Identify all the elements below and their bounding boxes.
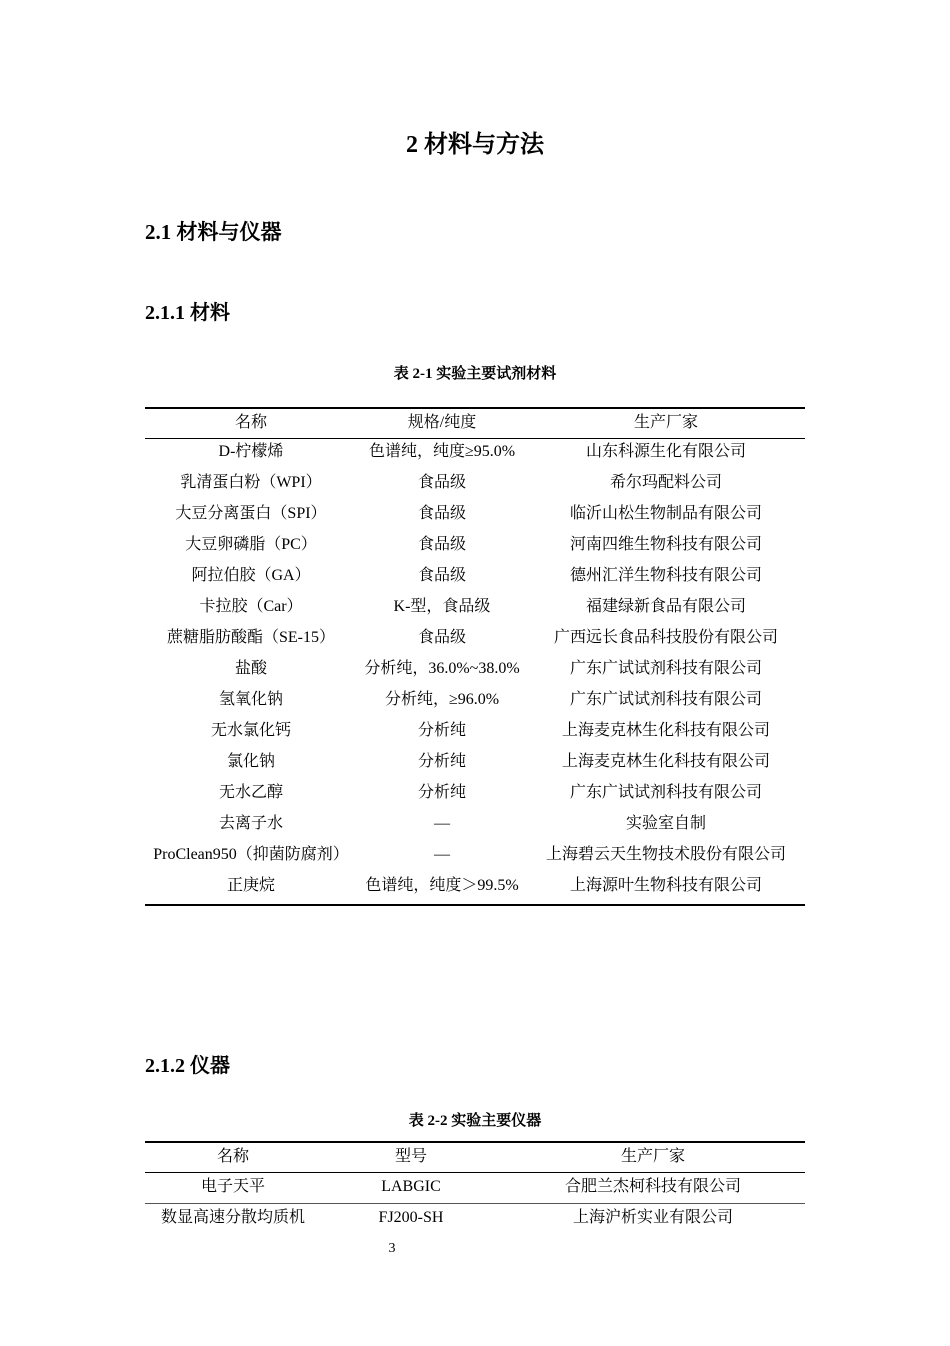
cell-manufacturer: 广东广试试剂科技有限公司 [569, 784, 762, 801]
cell-manufacturer: 山东科源生化有限公司 [585, 443, 746, 460]
cell-manufacturer: 上海麦克林生化科技有限公司 [561, 753, 770, 770]
instruments-table-body [145, 1173, 805, 1235]
cell-spec: 食品级 [417, 629, 466, 646]
cell-name: 氯化钠 [226, 753, 275, 770]
cell-name: 氢氧化钠 [218, 691, 283, 708]
cell-name: 无水氯化钙 [210, 722, 291, 739]
cell-manufacturer: 合肥兰杰柯科技有限公司 [501, 1173, 805, 1204]
table-row [145, 501, 805, 532]
instruments-table [145, 1141, 805, 1234]
table-row [145, 811, 805, 842]
table-row [145, 687, 805, 718]
cell-manufacturer: 上海碧云天生物技术股份有限公司 [545, 846, 786, 863]
cell-name: 阿拉伯胶（GA） [191, 567, 311, 584]
cell-manufacturer: 临沂山松生物制品有限公司 [569, 505, 762, 522]
cell-name: 正庚烷 [145, 873, 357, 905]
table-row [145, 625, 805, 656]
table-header-row [145, 1142, 805, 1173]
subsection-heading-materials: 2.1.1 材料 [145, 302, 230, 324]
cell-manufacturer: 河南四维生物科技有限公司 [569, 536, 762, 553]
cell-spec: 食品级 [417, 474, 466, 491]
cell-spec: 分析纯 [417, 784, 466, 801]
page-number: 3 [388, 1241, 396, 1256]
cell-name: ProClean950（抑菌防腐剂） [153, 846, 349, 863]
cell-name: 大豆卵磷脂（PC） [185, 536, 317, 553]
table-row [145, 780, 805, 811]
table-row [145, 656, 805, 687]
reagents-table-body [145, 439, 805, 906]
cell-manufacturer: 广东广试试剂科技有限公司 [569, 660, 762, 677]
cell-manufacturer: 实验室自制 [625, 815, 706, 832]
cell-spec: K-型，食品级 [393, 598, 491, 615]
cell-manufacturer: 福建绿新食品有限公司 [585, 598, 746, 615]
reagents-table [145, 407, 805, 906]
cell-spec: 食品级 [417, 567, 466, 584]
cell-name: 无水乙醇 [218, 784, 283, 801]
table-header-row [145, 408, 805, 439]
header-name: 名称 [145, 1142, 321, 1173]
cell-manufacturer: 上海沪析实业有限公司 [572, 1209, 733, 1226]
cell-name: 数显高速分散均质机 [160, 1209, 305, 1226]
cell-manufacturer: 德州汇洋生物科技有限公司 [569, 567, 762, 584]
cell-name: 去离子水 [218, 815, 283, 832]
cell-manufacturer: 广东广试试剂科技有限公司 [569, 691, 762, 708]
cell-manufacturer: 上海麦克林生化科技有限公司 [561, 722, 770, 739]
cell-manufacturer: 希尔玛配料公司 [609, 474, 722, 491]
cell-manufacturer: 上海源叶生物科技有限公司 [527, 873, 805, 905]
cell-spec: LABGIC [321, 1173, 501, 1204]
header-model: 型号 [321, 1142, 501, 1173]
cell-spec: 色谱纯，纯度≥95.0% [368, 443, 516, 460]
cell-name: 盐酸 [234, 660, 267, 677]
cell-spec: 分析纯，≥96.0% [384, 691, 500, 708]
table-row [145, 873, 805, 905]
cell-name: 电子天平 [145, 1173, 321, 1204]
cell-spec: 色谱纯，纯度＞99.5% [357, 873, 527, 905]
table-row [145, 842, 805, 873]
table-row [145, 563, 805, 594]
header-name: 名称 [145, 408, 357, 439]
header-spec: 规格/纯度 [357, 408, 527, 439]
table-row [145, 1173, 805, 1204]
section-heading: 2.1 材料与仪器 [145, 220, 282, 244]
header-manufacturer: 生产厂家 [501, 1142, 805, 1173]
cell-manufacturer: 广西远长食品科技股份有限公司 [553, 629, 778, 646]
chapter-heading: 2 材料与方法 [406, 132, 544, 158]
cell-spec: 分析纯，36.0%~38.0% [364, 660, 520, 677]
table-row [145, 749, 805, 780]
table-row [145, 594, 805, 625]
cell-name: 乳清蛋白粉（WPI） [180, 474, 322, 491]
cell-spec: 食品级 [417, 505, 466, 522]
cell-spec: FJ200-SH [378, 1209, 444, 1226]
table-row [145, 439, 805, 471]
cell-name: 蔗糖脂肪酸酯（SE-15） [166, 629, 335, 646]
cell-name: 卡拉胶（Car） [199, 598, 303, 615]
cell-spec: — [434, 815, 450, 832]
cell-name: D-柠檬烯 [218, 443, 284, 460]
cell-name: 大豆分离蛋白（SPI） [175, 505, 327, 522]
table-row [145, 718, 805, 749]
table-row [145, 532, 805, 563]
cell-spec: — [434, 846, 450, 863]
table-row [145, 470, 805, 501]
cell-spec: 分析纯 [417, 753, 466, 770]
table1-caption: 表 2-1 实验主要试剂材料 [393, 366, 557, 382]
table2-caption: 表 2-2 实验主要仪器 [408, 1113, 542, 1129]
header-manufacturer: 生产厂家 [527, 408, 805, 439]
table-row [145, 1204, 805, 1235]
cell-spec: 食品级 [417, 536, 466, 553]
cell-spec: 分析纯 [417, 722, 466, 739]
subsection-heading-instruments: 2.1.2 仪器 [145, 1055, 230, 1077]
